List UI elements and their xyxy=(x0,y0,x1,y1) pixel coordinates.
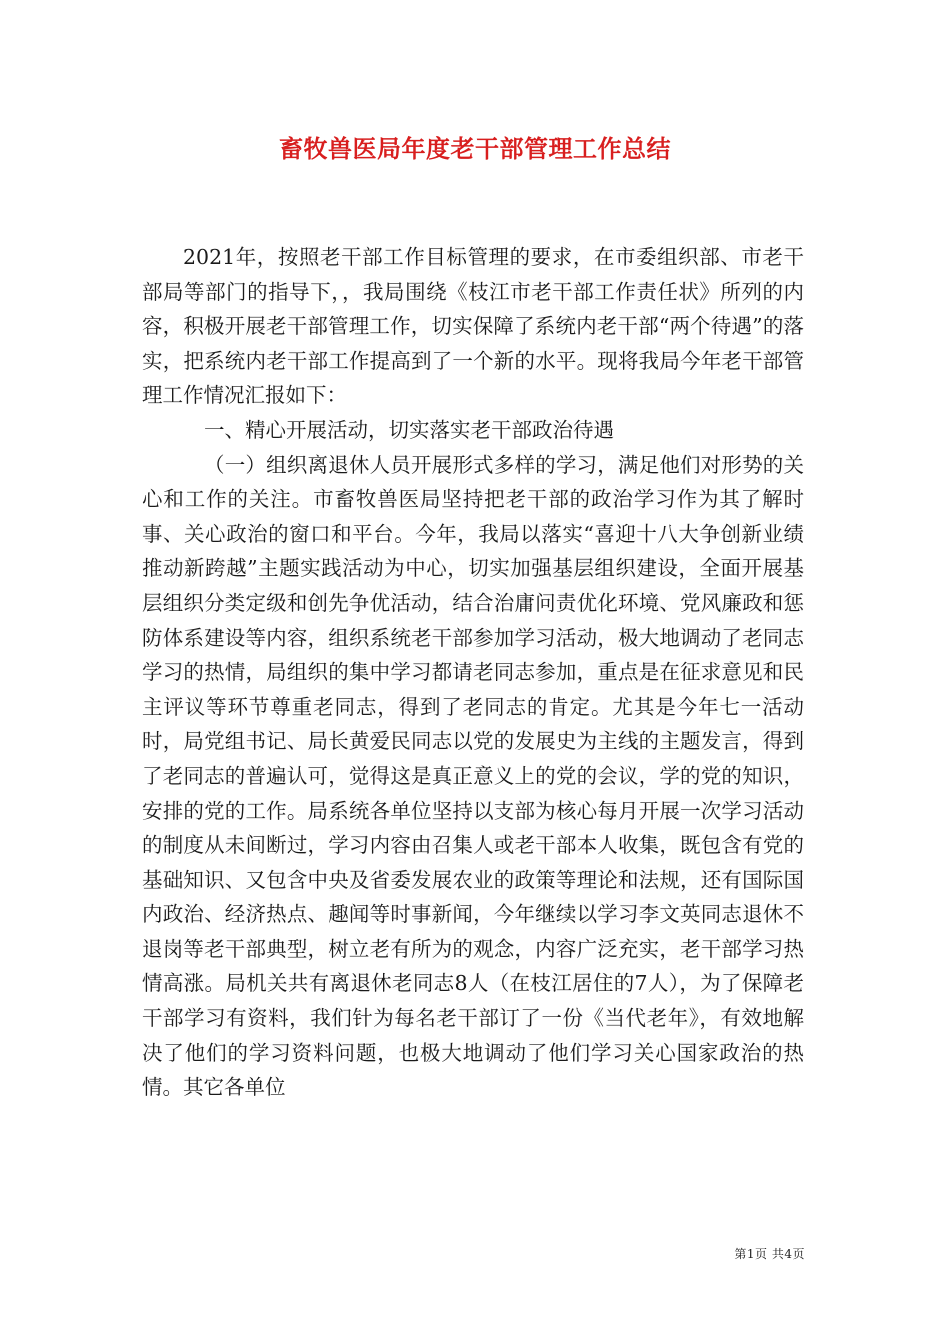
page-number-footer: 第1页 共4页 xyxy=(734,1247,805,1261)
document-title: 畜牧兽医局年度老干部管理工作总结 xyxy=(279,134,671,163)
section-heading-1: 一、精心开展活动，切实落实老干部政治待遇 xyxy=(204,417,614,442)
intro-paragraph: 2021年，按照老干部工作目标管理的要求，在市委组织部、市老干部局等部门的指导下，，我局围绕《枝江市老干部工作责任状》所列的内容，积极开展老干部管理工作，切实保障了系统内老干部“两个待遇”的落实，把系统内老干部工作提高到了一个新的水平。现将我局今年老干部管理工作情况汇报如下： xyxy=(142,245,804,408)
subsection-paragraph-1: （一）组织离退休人员开展形式多样的学习，满足他们对形势的关心和工作的关注。市畜牧兽医局坚持把老干部的政治学习作为其了解时事、关心政治的窗口和平台。今年，我局以落实“喜迎十八大争创新业绩推动新跨越”主题实践活动为中心，切实加强基层组织建设，全面开展基层组织分类定级和创先争优活动，结合治庸问责优化环境、党风廉政和惩防体系建设等内容，组织系统老干部参加学习活动，极大地调动了老同志学习的热情，局组织的集中学习都请老同志参加，重点是在征求意见和民主评议等环节尊重老同志，得到了老同志的肯定。尤其是今年七一活动时，局党组书记、局长黄爱民同志以党的发展史为主线的主题发言，得到了老同志的普遍认可，觉得这是真正意义上的党的会议，学的党的知识，安排的党的工作。局系统各单位坚持以支部为核心每月开展一次学习活动的制度从未间断过，学习内容由召集人或老干部本人收集，既包含有党的基础知识、又包含中央及省委发展农业的政策等理论和法规，还有国际国内政治、经济热点、趣闻等时事新闻，今年继续以学习李文英同志退休不退岗等老干部典型，树立老有所为的观念，内容广泛充实，老干部学习热情高涨。局机关共有离退休老同志8人（在枝江居住的7人），为了保障老干部学习有资料，我们针为每名老干部订了一份《当代老年》，有效地解决了他们的学习资料问题，也极大地调动了他们学习关心国家政治的热情。其它各单位 xyxy=(142,452,804,1100)
document-body xyxy=(142,240,804,1105)
